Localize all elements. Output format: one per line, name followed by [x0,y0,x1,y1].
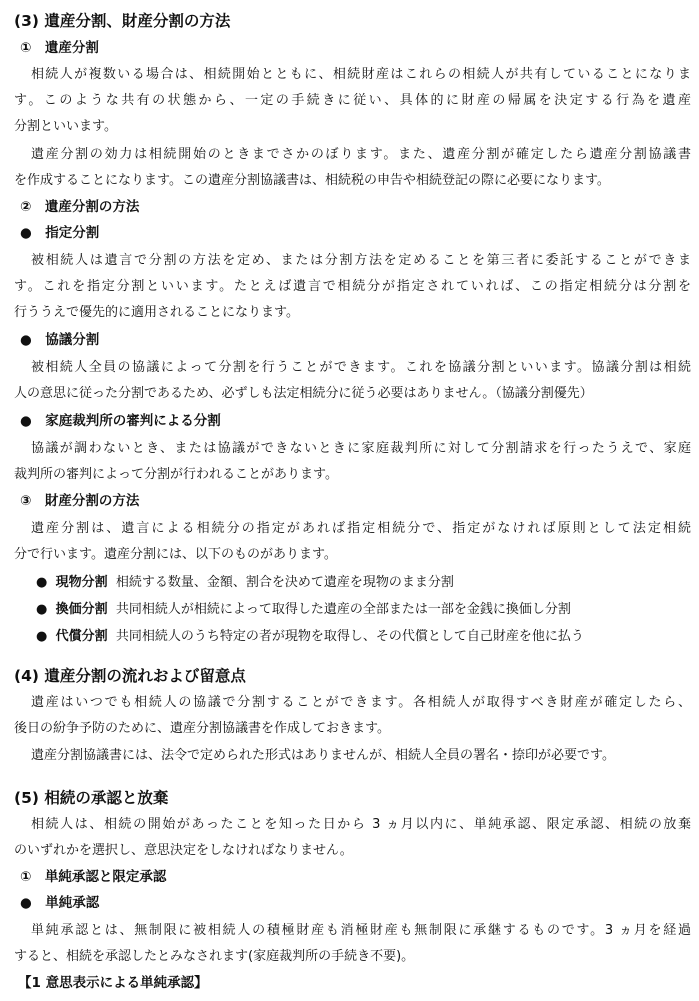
bullet-agreement-division: ● 協議分割 [20,332,100,348]
paragraph-line: 被相続人全員の協議によって分割を行うことができます。これを協議分割といいます。協議分割は相続 [31,360,691,375]
paragraph-line: 協議が調わないとき、または協議ができないときに家庭裁判所に対して分割請求を行ったうえで、家庭 [31,441,691,456]
item-term: 換価分割 [55,602,108,617]
paragraph-line: 遺産分割の効力は相続開始のときまでさかのぼります。また、遺産分割が確定したら遺産分割協議書 [31,147,691,162]
subheading-simple-limited-approval: ① 単純承認と限定承認 [20,869,167,885]
item-term: 現物分割 [55,575,108,590]
bullet-simple-approval: ● 単純承認 [20,895,100,911]
bullet-dot: ● [36,629,48,644]
list-item [14,570,691,595]
paragraph-line: 相続人は、相続の開始があったことを知った日から 3 ヵ月以内に、単純承認、限定承認、相続の放棄 [31,817,691,832]
section-heading-4: (4) 遺産分割の流れおよび留意点 [14,667,246,685]
item-desc: 相続する数量、金額、割合を決めて遺産を現物のまま分割 [115,575,454,590]
paragraph-line: 遺産分割協議書には、法令で定められた形式はありませんが、相続人全員の署名・捺印が必要です。 [31,748,615,763]
paragraph-line: を作成することになります。この遺産分割協議書は、相続税の申告や相続登記の際に必要になります。 [14,173,610,188]
bullet-family-court-division: ● 家庭裁判所の審判による分割 [20,413,221,429]
bullet-dot: ● [36,602,48,617]
bullet-dot: ● [36,575,48,590]
paragraph-line: す。このような共有の状態から、一定の手続きに従い、具体的に財産の帰属を決定する行為を遺産 [14,93,691,108]
section-heading-3: (3) 遺産分割、財産分割の方法 [14,12,231,30]
item-desc: 共同相続人のうち特定の者が現物を取得し、その代償として自己財産を他に払う [115,629,584,644]
paragraph-line: 行ううえで優先的に適用されることになります。 [14,305,299,320]
subheading-property-division: ③ 財産分割の方法 [20,493,140,509]
subheading-expressed-simple-approval: 【1 意思表示による単純承認】 [18,975,208,991]
paragraph-line: 分で行います。遺産分割には、以下のものがあります。 [14,547,337,562]
paragraph-line: す。これを指定分割といいます。たとえば遺言で相続分が指定されていれば、この指定相続分は分割を [14,279,691,294]
paragraph-line: 裁判所の審判によって分割が行われることがあります。 [14,467,338,482]
paragraph-line: 遺産はいつでも相続人の協議で分割することができます。各相続人が取得すべき財産が確定したら、 [31,695,691,710]
paragraph-line: のいずれかを選択し、意思決定をしなければなりません。 [14,843,353,858]
paragraph-line: 単純承認とは、無制限に被相続人の積極財産も消極財産も無制限に承継するものです。3 ヵ月を経過 [31,923,691,938]
subheading-division-methods: ② 遺産分割の方法 [20,199,140,215]
item-desc: 共同相続人が相続によって取得した遺産の全部または一部を金銭に換価し分割 [115,602,571,617]
paragraph-line: 被相続人は遺言で分割の方法を定め、または分割方法を定めることを第三者に委託することができま [31,253,691,268]
paragraph-line: 分割といいます。 [14,119,117,134]
paragraph-line: すると、相続を承認したとみなされます(家庭裁判所の手続き不要)。 [14,949,415,964]
section-heading-5: (5) 相続の承認と放棄 [14,789,169,807]
paragraph-line: 人の意思に従った分割であるため、必ずしも法定相続分に従う必要はありません。（協議分割優先） [14,386,593,401]
paragraph-line: 遺産分割は、遺言による相続分の指定があれば指定相続分で、指定がなければ原則として法定相続 [31,521,691,536]
subheading-inheritance-division: ① 遺産分割 [20,40,99,56]
paragraph-line: 後日の紛争予防のために、遺産分割協議書を作成しておきます。 [14,721,390,736]
item-term: 代償分割 [55,629,108,644]
paragraph-line: 相続人が複数いる場合は、相続開始とともに、相続財産はこれらの相続人が共有していることになりま [31,67,691,82]
list-item [14,597,691,622]
list-item [14,624,691,649]
bullet-designated-division: ● 指定分割 [20,225,100,241]
